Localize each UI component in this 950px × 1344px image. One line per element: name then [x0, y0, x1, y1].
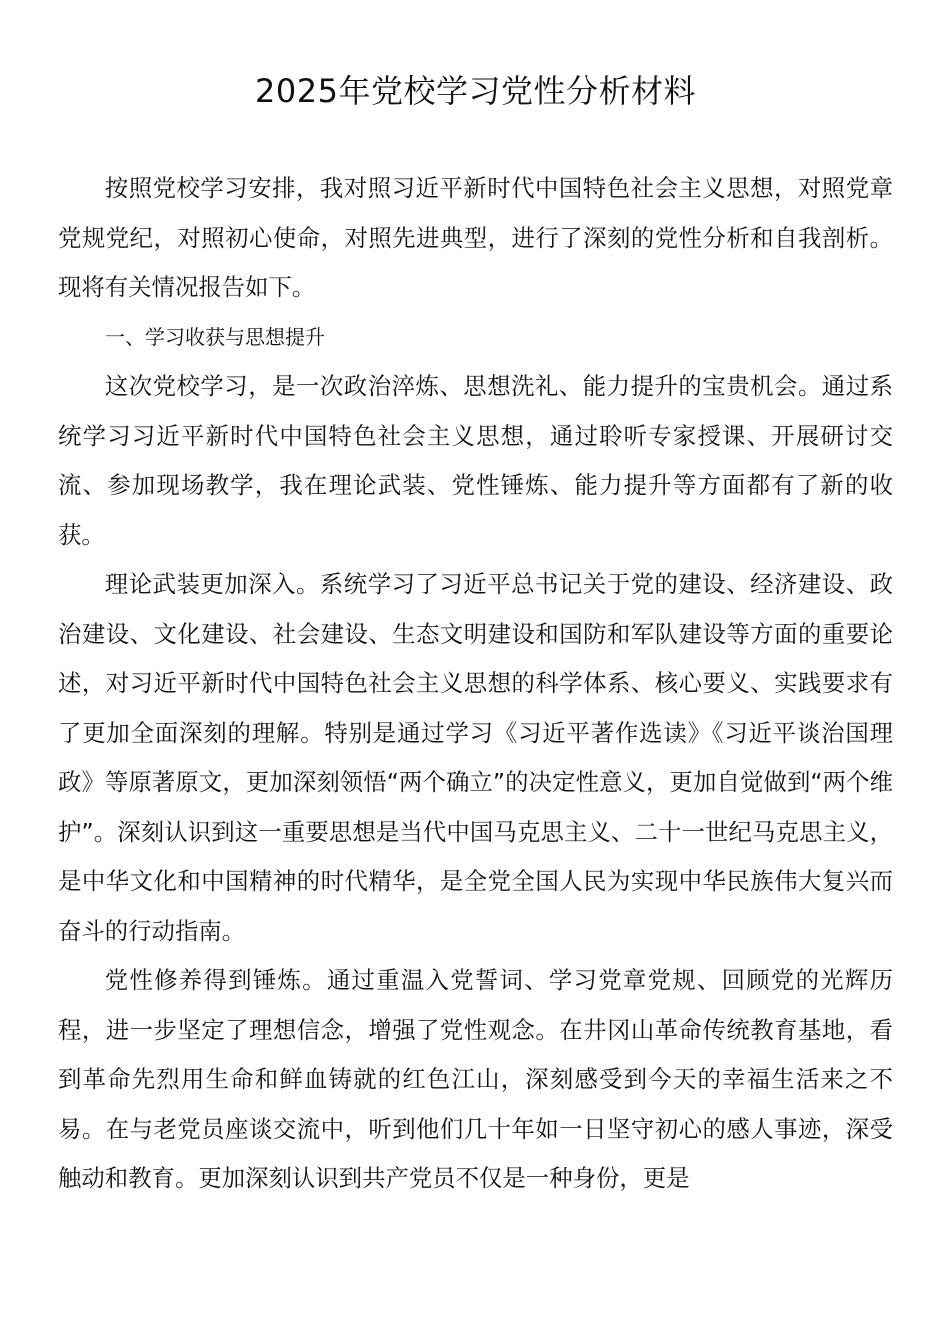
document-page — [58, 0, 893, 1204]
document-title: 2025年党校学习党性分析材料 — [255, 72, 696, 110]
section-heading: 一、学习收获与思想提升 — [105, 324, 325, 349]
body-paragraph: 理论武装更加深入。系统学习了习近平总书记关于党的建设、经济建设、政治建设、文化建设、社会建设、生态文明建设和国防和军队建设等方面的重要论述，对习近平新时代中国特色社会主义思想的科学体系、核心要义、实践要求有了更加全面深刻的理解。特别是通过学习《习近平著作选读》《习近平谈治国理政》等原著原文，更加深刻领悟“两个确立”的决定性意义，更加自觉做到“两个维护”。深刻认识到这一重要思想是当代中国马克思主义、二十一世纪马克思主义，是中华文化和中国精神的时代精华，是全党全国人民为实现中华民族伟大复兴而奋斗的行动指南。 — [58, 570, 893, 945]
document-body — [58, 164, 893, 1204]
body-paragraph: 这次党校学习，是一次政治淬炼、思想洗礼、能力提升的宝贵机会。通过系统学习习近平新时代中国特色社会主义思想，通过聆听专家授课、开展研讨交流、参加现场教学，我在理论武装、党性锤炼、能力提升等方面都有了新的收获。 — [58, 372, 893, 549]
intro-paragraph: 按照党校学习安排，我对照习近平新时代中国特色社会主义思想，对照党章党规党纪，对照初心使命，对照先进典型，进行了深刻的党性分析和自我剖析。现将有关情况报告如下。 — [58, 174, 893, 301]
body-paragraph: 党性修养得到锤炼。通过重温入党誓词、学习党章党规、回顾党的光辉历程，进一步坚定了理想信念，增强了党性观念。在井冈山革命传统教育基地，看到革命先烈用生命和鲜血铸就的红色江山，深刻感受到今天的幸福生活来之不易。在与老党员座谈交流中，听到他们几十年如一日坚守初心的感人事迹，深受触动和教育。更加深刻认识到共产党员不仅是一种身份，更是 — [58, 966, 893, 1192]
